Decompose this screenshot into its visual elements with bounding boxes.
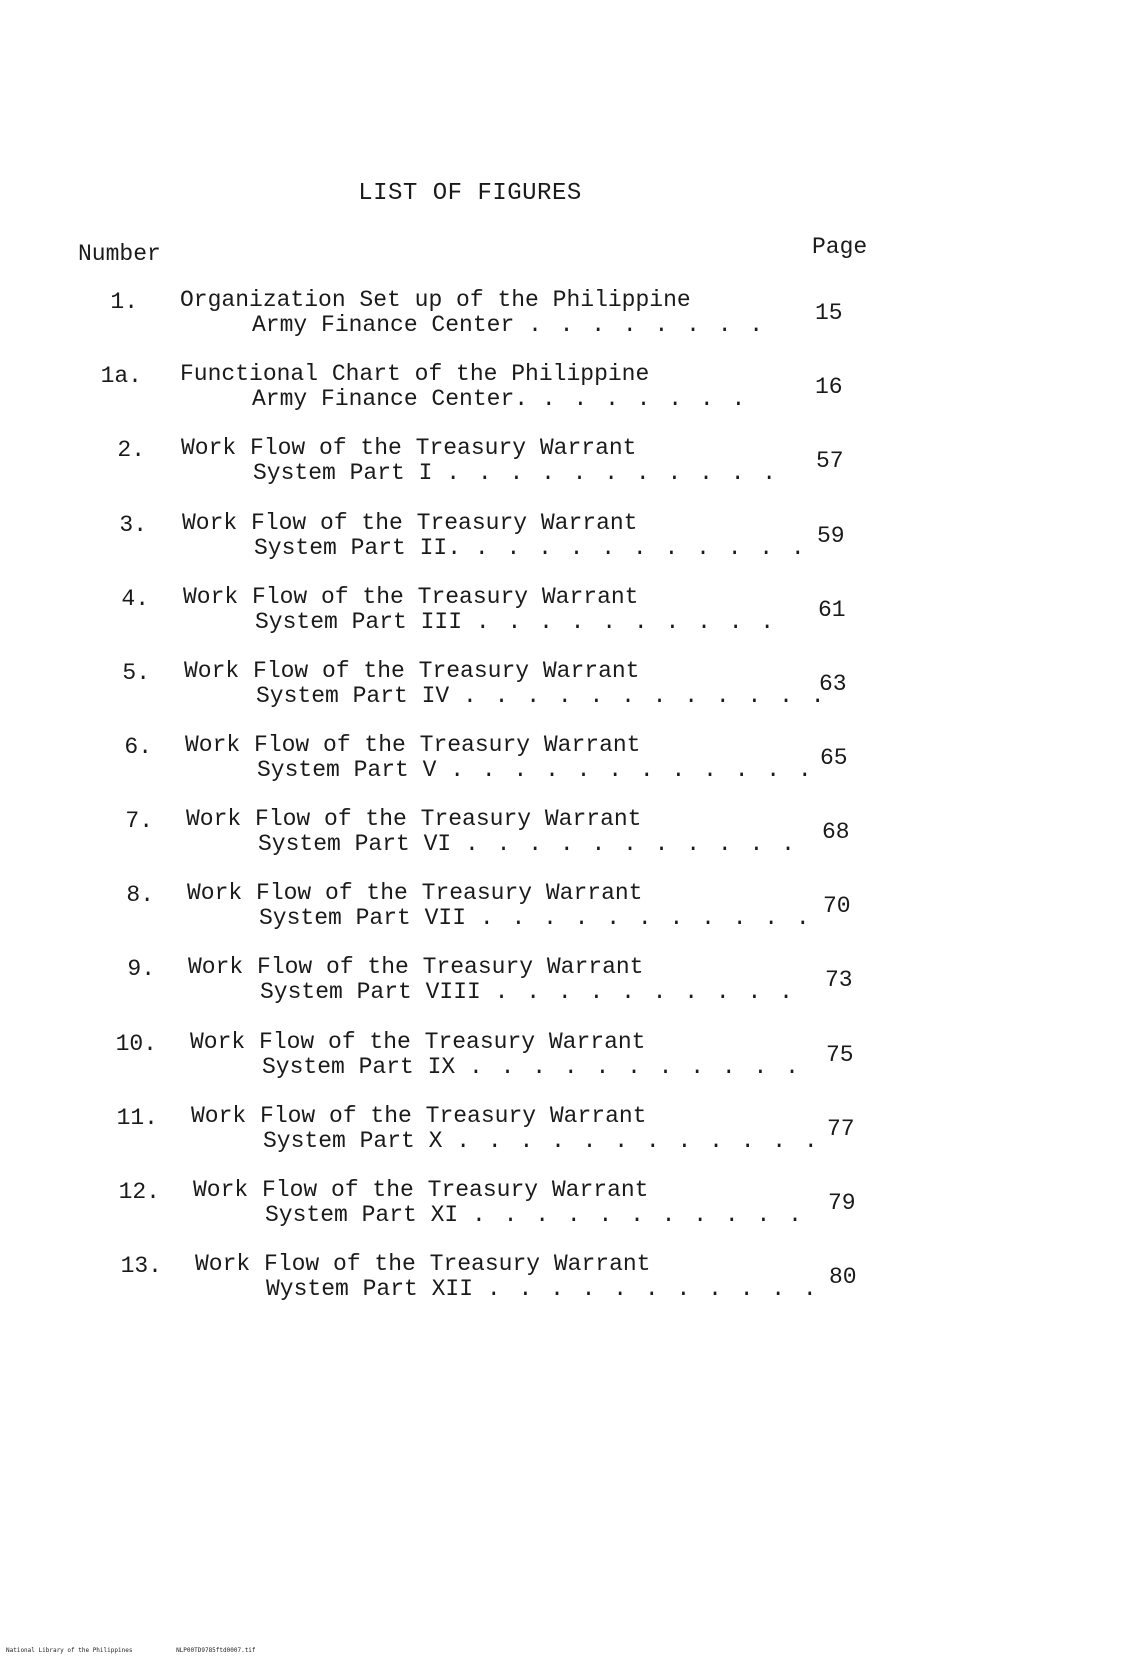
page-column-header: Page <box>812 234 868 260</box>
figure-title-line1: Work Flow of the Treasury Warrant <box>187 880 643 906</box>
figure-title-line1: Work Flow of the Treasury Warrant <box>195 1251 651 1277</box>
footer-file: NLP00TD9785ftd0007.tif <box>176 1647 256 1654</box>
figure-title-line1: Work Flow of the Treasury Warrant <box>188 954 644 980</box>
figure-page-number: 65 <box>820 745 848 771</box>
figure-title-line2: System Part VIII <box>260 979 481 1005</box>
figure-title-line1: Work Flow of the Treasury Warrant <box>190 1029 646 1055</box>
figure-page-number: 70 <box>823 893 851 919</box>
figure-number: 8. <box>126 882 154 908</box>
figure-page-number: 63 <box>819 671 847 697</box>
leader-dots: . . . . . . . . . . . <box>469 1054 801 1080</box>
figure-title-line2: System Part V <box>257 757 437 783</box>
figure-title-line2: System Part VI <box>258 831 452 857</box>
figure-number: 10. <box>115 1031 157 1057</box>
leader-dots: . . . . . . . . . . <box>494 979 795 1005</box>
figure-number: 7. <box>125 808 153 834</box>
leader-dots: . . . . . . . . <box>528 312 766 338</box>
footer-library: National Library of the Philippines <box>6 1647 133 1654</box>
leader-dots: . . . . . . . . . . . <box>465 831 797 857</box>
figure-title-line1: Work Flow of the Treasury Warrant <box>181 435 637 461</box>
figure-page-number: 15 <box>815 300 843 326</box>
figure-entry <box>0 659 1135 715</box>
figure-title-line2: System Part III <box>255 609 463 635</box>
figure-entry <box>0 288 1135 344</box>
figure-title-line1: Work Flow of the Treasury Warrant <box>183 584 639 610</box>
figure-page-number: 16 <box>815 374 843 400</box>
figure-number: 1a. <box>100 363 142 389</box>
figure-title-line2: System Part I <box>253 460 433 486</box>
figure-page-number: 79 <box>828 1190 856 1216</box>
leader-dots: . . . . . . . <box>541 386 748 412</box>
figure-title-line2-wrap <box>257 758 814 783</box>
figure-entry <box>0 733 1135 789</box>
figure-title-line2: Wystem Part XII <box>266 1276 474 1302</box>
figure-title-line1: Work Flow of the Treasury Warrant <box>185 732 641 758</box>
leader-dots: . . . . . . . . . . . . <box>463 683 827 709</box>
number-column-header: Number <box>78 241 161 267</box>
scan-footer <box>6 1647 296 1654</box>
figure-title-line1: Organization Set up of the Philippine <box>180 287 691 313</box>
figure-title-line2-wrap <box>262 1055 801 1080</box>
figure-title-line2: System Part IV <box>256 683 450 709</box>
figure-number: 5. <box>122 660 150 686</box>
leader-dots: . . . . . . . . . . . <box>474 535 807 561</box>
figure-title-line2-wrap <box>253 461 778 486</box>
figure-page-number: 57 <box>816 448 844 474</box>
figure-title-line2-wrap <box>263 1129 820 1154</box>
figure-entry <box>0 511 1135 567</box>
figure-title-line2-wrap <box>256 684 827 709</box>
figure-entry <box>0 881 1135 937</box>
figure-title-line2-wrap <box>255 610 776 635</box>
figure-page-number: 75 <box>826 1042 854 1068</box>
figure-title-line2: Army Finance Center <box>252 312 515 338</box>
figure-title-line1: Work Flow of the Treasury Warrant <box>186 806 642 832</box>
figure-number: 9. <box>127 956 155 982</box>
figure-entry <box>0 436 1135 492</box>
leader-dots: . . . . . . . . . . . <box>479 905 812 931</box>
figure-title-line2-wrap <box>252 387 747 412</box>
figure-title-line2: System Part X <box>263 1128 443 1154</box>
figure-page-number: 68 <box>822 819 850 845</box>
figure-number: 3. <box>119 512 147 538</box>
figure-title-line2: System Part XI <box>265 1202 459 1228</box>
leader-dots: . . . . . . . . . . . <box>472 1202 804 1228</box>
leader-dots: . . . . . . . . . . . <box>446 460 779 486</box>
figure-title-line2-wrap <box>252 313 765 338</box>
figure-number: 4. <box>121 586 149 612</box>
figure-title-line2-wrap <box>254 536 807 561</box>
figure-entry <box>0 1030 1135 1086</box>
leader-dots: . . . . . . . . . . . . <box>450 757 814 783</box>
figure-page-number: 61 <box>818 597 846 623</box>
figure-title-line2-wrap <box>266 1277 819 1302</box>
figure-page-number: 59 <box>817 523 845 549</box>
figure-title-line2-wrap <box>258 832 797 857</box>
figure-number: 6. <box>124 734 152 760</box>
figure-title-line1: Work Flow of the Treasury Warrant <box>191 1103 647 1129</box>
figure-entry <box>0 955 1135 1011</box>
figure-title-line2-wrap <box>260 980 795 1005</box>
page-title: LIST OF FIGURES <box>358 180 582 207</box>
figure-title-line1: Work Flow of the Treasury Warrant <box>193 1177 649 1203</box>
figure-entry <box>0 585 1135 641</box>
figure-title-line2: System Part VII <box>259 905 467 931</box>
figure-title-line2-wrap <box>259 906 812 931</box>
figure-entry <box>0 362 1135 418</box>
figure-entry <box>0 1104 1135 1160</box>
leader-dots: . . . . . . . . . . . <box>486 1276 819 1302</box>
figure-title-line2: Army Finance Center. <box>252 386 529 412</box>
figure-page-number: 77 <box>827 1116 855 1142</box>
figure-entry <box>0 1178 1135 1234</box>
figure-page-number: 80 <box>829 1264 857 1290</box>
figure-entry <box>0 807 1135 863</box>
figure-entry <box>0 1252 1135 1308</box>
figure-title-line2: System Part II. <box>254 535 462 561</box>
figure-title-line2-wrap <box>265 1203 804 1228</box>
figure-number: 11. <box>116 1105 158 1131</box>
figure-number: 13. <box>120 1253 162 1279</box>
leader-dots: . . . . . . . . . . <box>475 609 777 635</box>
figure-number: 12. <box>118 1179 160 1205</box>
figure-title-line2: System Part IX <box>262 1054 456 1080</box>
figure-number: 2. <box>117 437 145 463</box>
figure-title-line1: Work Flow of the Treasury Warrant <box>184 658 640 684</box>
figure-title-line1: Functional Chart of the Philippine <box>180 361 650 387</box>
figure-page-number: 73 <box>825 967 853 993</box>
figure-title-line1: Work Flow of the Treasury Warrant <box>182 510 638 536</box>
figure-number: 1. <box>110 289 138 315</box>
leader-dots: . . . . . . . . . . . . <box>456 1128 820 1154</box>
